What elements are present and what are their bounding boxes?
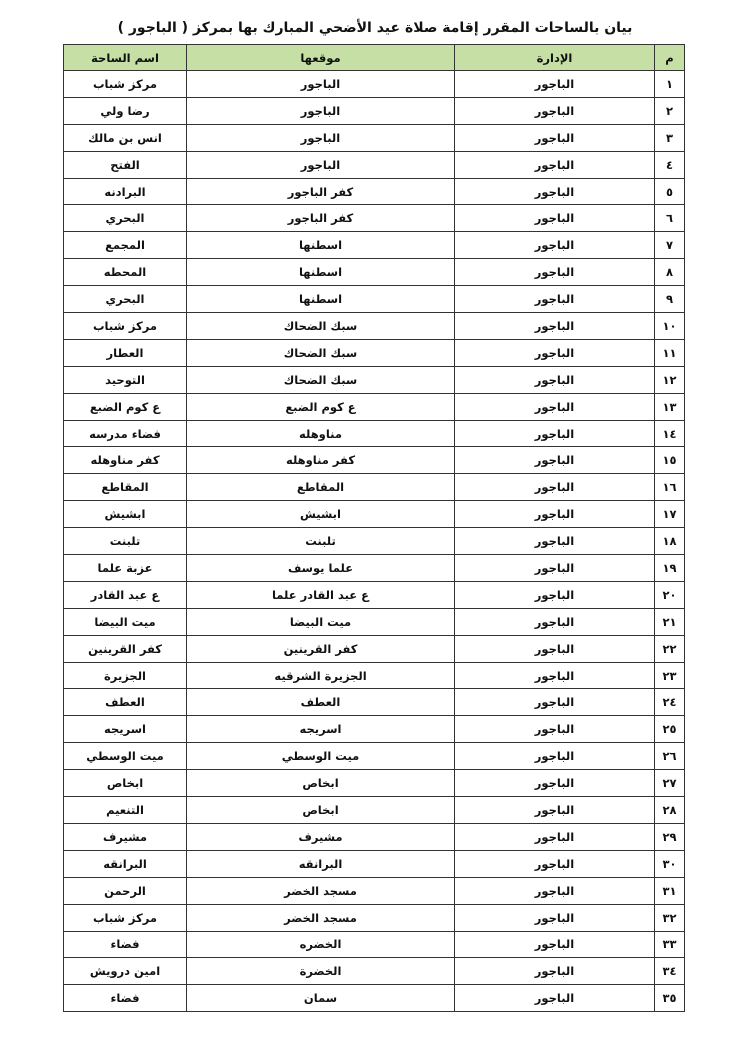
- cell-admin: الباجور: [455, 581, 655, 608]
- cell-location: ع كوم الضبع: [187, 393, 455, 420]
- table-row: [64, 71, 685, 98]
- cell-name: كفر مناوهله: [64, 447, 187, 474]
- cell-num: ٣: [655, 124, 685, 151]
- cell-name: تلبنت: [64, 528, 187, 555]
- cell-admin: الباجور: [455, 823, 655, 850]
- table-row: [64, 447, 685, 474]
- cell-name: مركز شباب: [64, 71, 187, 98]
- cell-admin: الباجور: [455, 393, 655, 420]
- table-row: [64, 124, 685, 151]
- cell-admin: الباجور: [455, 743, 655, 770]
- cell-num: ١١: [655, 339, 685, 366]
- cell-location: اسطنها: [187, 232, 455, 259]
- cell-num: ٣٥: [655, 985, 685, 1012]
- table-row: [64, 286, 685, 313]
- cell-name: التوحيد: [64, 366, 187, 393]
- cell-num: ١٤: [655, 420, 685, 447]
- cell-num: ١٣: [655, 393, 685, 420]
- cell-admin: الباجور: [455, 339, 655, 366]
- table-row: [64, 259, 685, 286]
- header-location: موقعها: [187, 45, 455, 71]
- cell-num: ٥: [655, 178, 685, 205]
- cell-location: تلبنت: [187, 528, 455, 555]
- table-row: [64, 528, 685, 555]
- table-row: [64, 823, 685, 850]
- table-row: [64, 770, 685, 797]
- table-row: [64, 958, 685, 985]
- cell-num: ٤: [655, 151, 685, 178]
- cell-admin: الباجور: [455, 689, 655, 716]
- cell-name: عزبة علما: [64, 555, 187, 582]
- table-header: [64, 45, 685, 71]
- table-row: [64, 474, 685, 501]
- cell-num: ٢١: [655, 608, 685, 635]
- cell-num: ٣٤: [655, 958, 685, 985]
- cell-location: اسطنها: [187, 259, 455, 286]
- table-row: [64, 232, 685, 259]
- squares-table-container: [64, 44, 685, 1012]
- cell-name: ابخاص: [64, 770, 187, 797]
- cell-location: كفر القرينين: [187, 635, 455, 662]
- cell-num: ١: [655, 71, 685, 98]
- cell-location: سمان: [187, 985, 455, 1012]
- table-row: [64, 501, 685, 528]
- cell-location: ميت البيضا: [187, 608, 455, 635]
- cell-num: ٢٤: [655, 689, 685, 716]
- table-row: [64, 366, 685, 393]
- document-title: بيان بالساحات المقرر إقامة صلاة عيد الأضحي المبارك بها بمركز ( الباجور ): [117, 20, 633, 36]
- table-row: [64, 877, 685, 904]
- cell-name: انس بن مالك: [64, 124, 187, 151]
- cell-num: ٢٢: [655, 635, 685, 662]
- cell-name: المحطه: [64, 259, 187, 286]
- cell-num: ١٦: [655, 474, 685, 501]
- cell-name: ميت البيضا: [64, 608, 187, 635]
- cell-name: البرانقه: [64, 850, 187, 877]
- cell-num: ٣١: [655, 877, 685, 904]
- cell-admin: الباجور: [455, 447, 655, 474]
- cell-num: ٩: [655, 286, 685, 313]
- cell-num: ١٧: [655, 501, 685, 528]
- cell-num: ٢٠: [655, 581, 685, 608]
- header-row: [64, 45, 685, 71]
- cell-admin: الباجور: [455, 958, 655, 985]
- table-row: [64, 151, 685, 178]
- table-row: [64, 985, 685, 1012]
- cell-admin: الباجور: [455, 151, 655, 178]
- cell-name: الفتح: [64, 151, 187, 178]
- cell-admin: الباجور: [455, 877, 655, 904]
- cell-location: مسجد الخضر: [187, 877, 455, 904]
- table-row: [64, 716, 685, 743]
- cell-location: البرانقه: [187, 850, 455, 877]
- cell-name: المجمع: [64, 232, 187, 259]
- cell-name: البحري: [64, 286, 187, 313]
- cell-name: الرحمن: [64, 877, 187, 904]
- cell-admin: الباجور: [455, 985, 655, 1012]
- cell-admin: الباجور: [455, 474, 655, 501]
- table-row: [64, 797, 685, 824]
- cell-location: اسريجه: [187, 716, 455, 743]
- cell-num: ٨: [655, 259, 685, 286]
- table-row: [64, 205, 685, 232]
- cell-name: العطار: [64, 339, 187, 366]
- table-row: [64, 420, 685, 447]
- cell-admin: الباجور: [455, 124, 655, 151]
- cell-location: ميت الوسطي: [187, 743, 455, 770]
- table-row: [64, 635, 685, 662]
- cell-location: سبك الضحاك: [187, 313, 455, 340]
- cell-num: ١٢: [655, 366, 685, 393]
- table-row: [64, 393, 685, 420]
- cell-admin: الباجور: [455, 71, 655, 98]
- cell-num: ٧: [655, 232, 685, 259]
- cell-admin: الباجور: [455, 716, 655, 743]
- cell-location: سبك الضحاك: [187, 366, 455, 393]
- cell-admin: الباجور: [455, 850, 655, 877]
- cell-num: ٦: [655, 205, 685, 232]
- table-row: [64, 313, 685, 340]
- cell-admin: الباجور: [455, 286, 655, 313]
- cell-location: الخضرة: [187, 958, 455, 985]
- cell-admin: الباجور: [455, 904, 655, 931]
- cell-name: ع كوم الضبع: [64, 393, 187, 420]
- header-num: م: [655, 45, 685, 71]
- table-row: [64, 581, 685, 608]
- cell-admin: الباجور: [455, 178, 655, 205]
- cell-location: الباجور: [187, 97, 455, 124]
- cell-num: ١٨: [655, 528, 685, 555]
- cell-name: المقاطع: [64, 474, 187, 501]
- cell-location: مشيرف: [187, 823, 455, 850]
- cell-num: ٢٣: [655, 662, 685, 689]
- cell-location: ابخاص: [187, 797, 455, 824]
- cell-admin: الباجور: [455, 232, 655, 259]
- cell-admin: الباجور: [455, 662, 655, 689]
- cell-admin: الباجور: [455, 555, 655, 582]
- cell-name: مركز شباب: [64, 904, 187, 931]
- cell-name: العطف: [64, 689, 187, 716]
- cell-location: سبك الضحاك: [187, 339, 455, 366]
- cell-name: رضا ولي: [64, 97, 187, 124]
- cell-num: ٢٥: [655, 716, 685, 743]
- cell-location: المقاطع: [187, 474, 455, 501]
- cell-name: فضاء: [64, 931, 187, 958]
- table-row: [64, 931, 685, 958]
- cell-location: كفر الباجور: [187, 205, 455, 232]
- cell-num: ٣٠: [655, 850, 685, 877]
- cell-location: ع عبد القادر علما: [187, 581, 455, 608]
- cell-location: الباجور: [187, 151, 455, 178]
- table-row: [64, 608, 685, 635]
- cell-admin: الباجور: [455, 205, 655, 232]
- cell-location: علما يوسف: [187, 555, 455, 582]
- cell-location: ابخاص: [187, 770, 455, 797]
- table-row: [64, 904, 685, 931]
- cell-name: ابشيش: [64, 501, 187, 528]
- cell-name: الجزيرة: [64, 662, 187, 689]
- cell-name: ع عبد القادر: [64, 581, 187, 608]
- table-body: [64, 71, 685, 1012]
- table-row: [64, 662, 685, 689]
- table-row: [64, 178, 685, 205]
- cell-admin: الباجور: [455, 366, 655, 393]
- cell-name: التنعيم: [64, 797, 187, 824]
- cell-name: فضاء مدرسه: [64, 420, 187, 447]
- cell-admin: الباجور: [455, 608, 655, 635]
- cell-location: ابشيش: [187, 501, 455, 528]
- cell-location: العطف: [187, 689, 455, 716]
- cell-name: كفر القرينين: [64, 635, 187, 662]
- cell-num: ٢٦: [655, 743, 685, 770]
- cell-num: ٢٩: [655, 823, 685, 850]
- cell-num: ١٠: [655, 313, 685, 340]
- cell-admin: الباجور: [455, 931, 655, 958]
- cell-name: ميت الوسطي: [64, 743, 187, 770]
- table-row: [64, 97, 685, 124]
- cell-name: امين درويش: [64, 958, 187, 985]
- cell-num: ٢٨: [655, 797, 685, 824]
- cell-admin: الباجور: [455, 528, 655, 555]
- cell-location: الباجور: [187, 124, 455, 151]
- table-row: [64, 850, 685, 877]
- cell-admin: الباجور: [455, 97, 655, 124]
- cell-num: ٢٧: [655, 770, 685, 797]
- cell-location: الباجور: [187, 71, 455, 98]
- cell-location: مسجد الخضر: [187, 904, 455, 931]
- cell-admin: الباجور: [455, 420, 655, 447]
- table-row: [64, 743, 685, 770]
- cell-num: ٣٢: [655, 904, 685, 931]
- cell-location: الجزيرة الشرقيه: [187, 662, 455, 689]
- cell-name: البحري: [64, 205, 187, 232]
- cell-name: اسريجه: [64, 716, 187, 743]
- cell-name: فضاء: [64, 985, 187, 1012]
- cell-admin: الباجور: [455, 501, 655, 528]
- cell-location: كفر مناوهله: [187, 447, 455, 474]
- cell-admin: الباجور: [455, 313, 655, 340]
- cell-admin: الباجور: [455, 259, 655, 286]
- cell-location: مناوهله: [187, 420, 455, 447]
- cell-admin: الباجور: [455, 770, 655, 797]
- cell-num: ١٩: [655, 555, 685, 582]
- header-name: اسم الساحة: [64, 45, 187, 71]
- cell-name: مشيرف: [64, 823, 187, 850]
- table-row: [64, 689, 685, 716]
- cell-location: كفر الباجور: [187, 178, 455, 205]
- cell-location: الخضره: [187, 931, 455, 958]
- table-row: [64, 555, 685, 582]
- cell-num: ٢: [655, 97, 685, 124]
- prayer-squares-table: [63, 44, 685, 1012]
- cell-num: ٣٣: [655, 931, 685, 958]
- cell-name: البرادنه: [64, 178, 187, 205]
- cell-location: اسطنها: [187, 286, 455, 313]
- header-admin: الإدارة: [455, 45, 655, 71]
- cell-admin: الباجور: [455, 635, 655, 662]
- cell-name: مركز شباب: [64, 313, 187, 340]
- table-row: [64, 339, 685, 366]
- cell-admin: الباجور: [455, 797, 655, 824]
- cell-num: ١٥: [655, 447, 685, 474]
